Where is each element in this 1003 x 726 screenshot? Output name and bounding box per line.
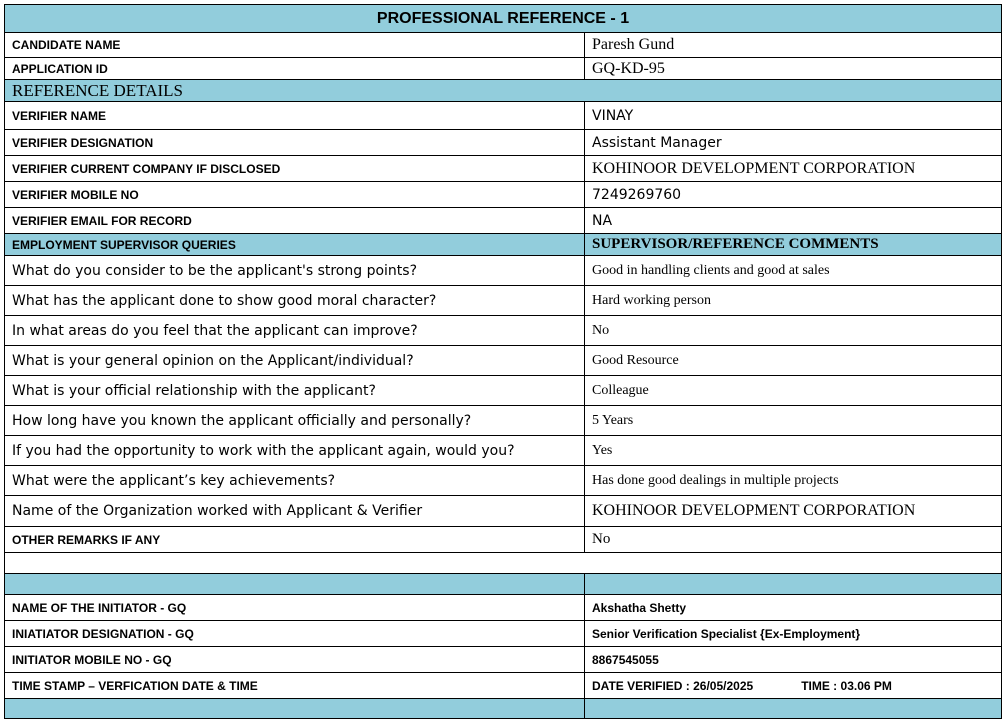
verifier-designation-row	[5, 130, 1002, 156]
query-row	[5, 286, 1002, 316]
query-row	[5, 436, 1002, 466]
query-answer: No	[585, 316, 1002, 346]
application-id-value: GQ-KD-95	[585, 58, 1002, 80]
reference-details-heading: REFERENCE DETAILS	[5, 80, 1002, 102]
initiator-name-label: NAME OF THE INITIATOR - GQ	[5, 595, 585, 621]
footer-cell	[5, 699, 585, 719]
query-answer: Good in handling clients and good at sales	[585, 256, 1002, 286]
verifier-mobile-row	[5, 182, 1002, 208]
verifier-company-value: KOHINOOR DEVELOPMENT CORPORATION	[585, 156, 1002, 182]
candidate-name-label: CANDIDATE NAME	[5, 33, 585, 58]
query-answer: Good Resource	[585, 346, 1002, 376]
verifier-name-value: VINAY	[585, 102, 1002, 130]
verifier-designation-value: Assistant Manager	[585, 130, 1002, 156]
remarks-value: No	[585, 527, 1002, 553]
verifier-email-value: NA	[585, 208, 1002, 234]
verifier-email-row	[5, 208, 1002, 234]
reference-form	[4, 4, 1002, 719]
candidate-name-row	[5, 33, 1002, 58]
reference-details-row	[5, 80, 1002, 102]
initiator-name-row	[5, 595, 1002, 621]
initiator-mobile-row	[5, 647, 1002, 673]
query-question: If you had the opportunity to work with the applicant again, would you?	[5, 436, 585, 466]
queries-header-left: EMPLOYMENT SUPERVISOR QUERIES	[5, 234, 585, 256]
footer-cell	[585, 699, 1002, 719]
query-row	[5, 376, 1002, 406]
query-question: What is your general opinion on the Applicant/individual?	[5, 346, 585, 376]
query-answer: Has done good dealings in multiple projects	[585, 466, 1002, 496]
query-row	[5, 346, 1002, 376]
query-row	[5, 496, 1002, 527]
verifier-name-label: VERIFIER NAME	[5, 102, 585, 130]
date-verified: DATE VERIFIED : 26/05/2025	[592, 678, 754, 693]
timestamp-row	[5, 673, 1002, 699]
verifier-name-row	[5, 102, 1002, 130]
verifier-mobile-value: 7249269760	[585, 182, 1002, 208]
verifier-company-row	[5, 156, 1002, 182]
form-title: PROFESSIONAL REFERENCE - 1	[5, 5, 1002, 33]
initiator-mobile-label: INITIATOR MOBILE NO - GQ	[5, 647, 585, 673]
timestamp-value	[585, 673, 1002, 699]
query-answer: 5 Years	[585, 406, 1002, 436]
query-row	[5, 256, 1002, 286]
query-answer: KOHINOOR DEVELOPMENT CORPORATION	[585, 496, 1002, 527]
spacer-row	[5, 553, 1002, 574]
query-answer: Hard working person	[585, 286, 1002, 316]
verifier-company-label: VERIFIER CURRENT COMPANY IF DISCLOSED	[5, 156, 585, 182]
candidate-name-value: Paresh Gund	[585, 33, 1002, 58]
initiator-designation-value: Senior Verification Specialist {Ex-Employment}	[585, 621, 1002, 647]
blue-divider-row	[5, 574, 1002, 595]
query-row	[5, 406, 1002, 436]
title-row	[5, 5, 1002, 33]
spacer-cell	[5, 553, 1002, 574]
remarks-label: OTHER REMARKS IF ANY	[5, 527, 585, 553]
verifier-mobile-label: VERIFIER MOBILE NO	[5, 182, 585, 208]
query-question: What is your official relationship with the applicant?	[5, 376, 585, 406]
query-question: What do you consider to be the applicant's strong points?	[5, 256, 585, 286]
initiator-designation-label: INIATIATOR DESIGNATION - GQ	[5, 621, 585, 647]
query-row	[5, 316, 1002, 346]
application-id-row	[5, 58, 1002, 80]
query-question: How long have you known the applicant officially and personally?	[5, 406, 585, 436]
initiator-name-value: Akshatha Shetty	[585, 595, 1002, 621]
query-question: Name of the Organization worked with Applicant & Verifier	[5, 496, 585, 527]
query-question: What has the applicant done to show good moral character?	[5, 286, 585, 316]
query-answer: Colleague	[585, 376, 1002, 406]
query-answer: Yes	[585, 436, 1002, 466]
query-question: What were the applicant’s key achievements?	[5, 466, 585, 496]
divider-cell	[5, 574, 585, 595]
query-question: In what areas do you feel that the applicant can improve?	[5, 316, 585, 346]
timestamp-label: TIME STAMP – VERFICATION DATE & TIME	[5, 673, 585, 699]
remarks-row	[5, 527, 1002, 553]
query-row	[5, 466, 1002, 496]
footer-blue-row	[5, 699, 1002, 719]
verifier-designation-label: VERIFIER DESIGNATION	[5, 130, 585, 156]
verifier-email-label: VERIFIER EMAIL FOR RECORD	[5, 208, 585, 234]
initiator-mobile-value: 8867545055	[585, 647, 1002, 673]
queries-header-right: SUPERVISOR/REFERENCE COMMENTS	[585, 234, 1002, 256]
application-id-label: APPLICATION ID	[5, 58, 585, 80]
time-verified: TIME : 03.06 PM	[801, 678, 892, 693]
divider-cell	[585, 574, 1002, 595]
initiator-designation-row	[5, 621, 1002, 647]
queries-header-row	[5, 234, 1002, 256]
